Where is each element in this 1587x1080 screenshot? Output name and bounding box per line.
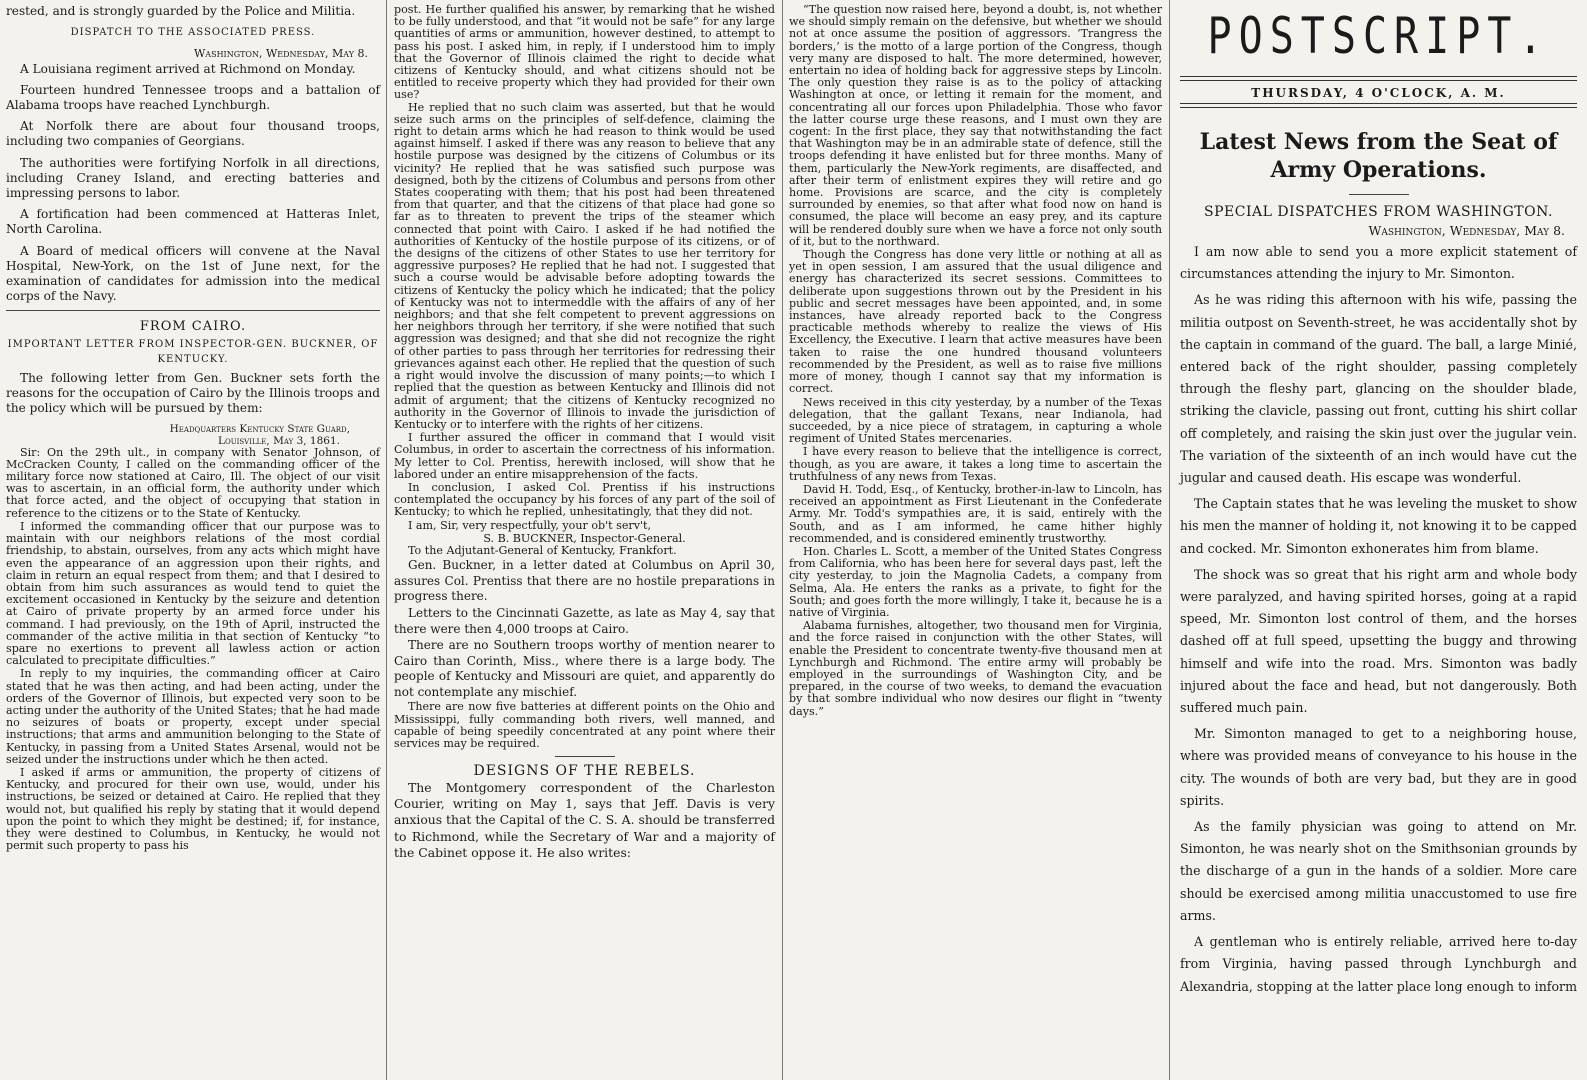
cairo-title: FROM CAIRO. xyxy=(139,319,247,335)
letter-para: I asked if arms or ammunition, the property of citizens of Kentucky, and procured for their own use, would, under his instructions, be seized or detained at Cairo. He replied that they would not, but qualified his reply by stating that it would depend upon the point to which they might be destined; if, for instance, they were destined to Columbus, in Kentucky, he would not permit such property to pass his xyxy=(6,765,380,853)
letter-para: I informed the commanding officer that our purpose was to maintain with our neighbors relations of the most cordial friendship, to abstain, ourselves, from any acts which might have even the appearance of an aggression upon their rights, and claim in return an equal respect from them; and that I desired to obtain from him such assurances as would tend to quiet the excitement occasioned in Kentucky by the seizure and detention at Cairo of private property by an armed force under his command. I had previously, on the 19th of April, instructed the commander of the active militia in that section of Kentucky “to spare no exertions to prevent all lawless action or action calculated to precipitate difficulties.” xyxy=(6,519,380,668)
headline: Latest News from the Seat of Army Operations. xyxy=(1199,129,1558,183)
ap-para: A Louisiana regiment arrived at Richmond on Monday. xyxy=(20,61,356,76)
closing: I am, Sir, very respectfully, your ob't serv't, xyxy=(408,518,651,532)
courier-para: Hon. Charles L. Scott, a member of the United States Congress from California, who has been here for several days past, left the city yesterday, to join the Magnolia Cadets, a company from Selma, Ala. He enters the ranks as a private, to fight for the South; and goes forth the more willingly, I take it, because he is a native of Virginia. xyxy=(789,544,1162,619)
dispatch-para: As the family physician was going to attend on Mr. Simonton, he was nearly shot on the Smithsonian grounds by the discharge of a gun in the hands of a soldier. More care should be exercised among militia unaccustomed to use fire arms. xyxy=(1180,819,1577,923)
ap-para: A fortification had been commenced at Hatteras Inlet, North Carolina. xyxy=(6,207,380,237)
letter-cont-para: post. He further qualified his answer, by remarking that he wished to be fully understood, and that “it would not be safe” for any large quantities of arms or ammunition, however destined, to attempt to pass his post. I asked him, in reply, if I understood him to imply that the Governor of Illinois claimed the right to decide what citizens of Kentucky should, and what citizens should not be entitled to receive property which they had provided for their own use? xyxy=(394,3,775,102)
news-para: Letters to the Cincinnati Gazette, as late as May 4, say that there were then 4,000 troops at Cairo. xyxy=(394,605,775,636)
edition-time: THURSDAY, 4 O'CLOCK, A. M. xyxy=(1251,86,1506,100)
dispatch-para: As he was riding this afternoon with his wife, passing the militia outpost on Seventh-street, he was accidentally shot by the captain in command of the guard. The ball, a large Minié, entered back of the right shoulder, passing completely through the fleshy part, glancing on the shoulder blade, striking the clavicle, passing out front, cutting his shirt collar off completely, and raising the skin just over the jugular vein. The variation of the sixteenth of an inch would have cut the jugular and caused death. His escape was wonderful. xyxy=(1180,292,1577,486)
ap-para: The authorities were fortifying Norfolk in all directions, including Craney Island, and erecting batteries and impressing persons to labor. xyxy=(6,155,380,201)
courier-para: I have every reason to believe that the intelligence is correct, though, as you are aware, it takes a long time to ascertain the truthfulness of any news from Texas. xyxy=(789,445,1162,483)
news-para: Gen. Buckner, in a letter dated at Columbus on April 30, assures Col. Prentiss that there are no hostile preparations in progress there. xyxy=(394,558,775,604)
dispatch-para: I am now able to send you a more explicit statement of circumstances attending the injury to Mr. Simonton. xyxy=(1180,244,1577,282)
column-rule xyxy=(386,0,387,1080)
dateline: Washington, Wednesday, May 8. xyxy=(1368,223,1565,238)
courier-para: David H. Todd, Esq., of Kentucky, brother-in-law to Lincoln, has received an appointment as First Lieutenant in the Confederate Army. Mr. Todd's sympathies are, it is said, entirely with the South, and as I am informed, he came hither highly recommended, and is considered eminently trustworthy. xyxy=(789,482,1162,545)
column-1 xyxy=(0,0,386,1080)
dispatch-para: Mr. Simonton managed to get to a neighboring house, where was provided means of conveyance to his house in the city. The wounds of both are very bad, but they are in good spirits. xyxy=(1180,726,1577,808)
letter-cont-para: In conclusion, I asked Col. Prentiss if his instructions contemplated the occupancy by his forces of any part of the soil of Kentucky; to which he replied, unhesitatingly, that they did not. xyxy=(394,480,775,519)
letter-para: Sir: On the 29th ult., in company with Senator Johnson, of McCracken County, I called on the commanding officer of the military force now stationed at Cairo, Ill. The object of our visit was to ascertain, in an official form, the authority under which that force acted, and the object of occupying that station in reference to the citizens or to the State of Kentucky. xyxy=(6,445,380,520)
courier-para: “The question now raised here, beyond a doubt, is, not whether we should simply remain on the defensive, but whether we should not at once assume the position of aggressors. ‘Trangress the borders,’ is the motto of a large portion of the Congress, though very many are disposed to halt. The more determined, however, entertain no idea of holding back for aggressive steps by Lincoln. The only question they raise is as to the policy of attacking Washington at once, or letting it remain for the moment, and concentrating all our forces upon Philadelphia. Those who favor the latter course urge these reasons, and I must own they are cogent: In the first place, they say that notwithstanding the fact that Washington may be in an admirable state of defence, still the troops defending it have enlisted but for three months. Many of them, particularly the New-York regiments, are disaffected, and after their term of enlistment expires they will retire and go home. Provisions are scarce, and the city is completely surrounded by enemies, so that after what food now on hand is consumed, the place will become an easy prey, and its capture will be rendered doubly sure when we have a force not only south of it, but to the northward. xyxy=(789,3,1162,248)
section-divider xyxy=(555,756,615,757)
courier-para: News received in this city yesterday, by a number of the Texas delegation, that the gallant Texans, near Indianola, had succeeded, by a nice piece of stratagem, in capturing a whole regiment of United States mercenaries. xyxy=(789,395,1162,446)
news-para: There are now five batteries at different points on the Ohio and Mississippi, fully commanding both rivers, well manned, and capable of being speedily concentrated at any point where their services may be required. xyxy=(394,700,775,751)
ap-para: At Norfolk there are about four thousand troops, including two companies of Georgians. xyxy=(6,119,380,149)
ap-para: Fourteen hundred Tennessee troops and a battalion of Alabama troops have reached Lynchburgh. xyxy=(6,82,380,113)
dispatch-para: A gentleman who is entirely reliable, arrived here to-day from Virginia, having passed through Lynchburgh and Alexandria, stopping at the latter place long enough to inform xyxy=(1180,934,1578,994)
letter-cont-para: I further assured the officer in command that I would visit Columbus, in order to ascertain the correctness of his information. My letter to Col. Prentiss, herewith inclosed, will show that he labored under an entire misapprehension of the facts. xyxy=(394,431,775,481)
ap-heading: DISPATCH TO THE ASSOCIATED PRESS. xyxy=(70,27,316,39)
masthead-rule xyxy=(1180,76,1577,81)
letter-head-1: Headquarters Kentucky State Guard, xyxy=(169,422,350,435)
ap-dateline: Washington, Wednesday, May 8. xyxy=(194,47,368,61)
courier-para: Alabama furnishes, altogether, two thousand men for Virginia, and the force raised in conjunction with the other States, will enable the President to concentrate twenty-five thousand men at Lynchburgh and Richmond. The entire army will probably be employed in the surroundings of Washington City, and be prepared, in the course of two weeks, to demand the evacuation by that sombre individual who now desires our flight in “twenty days.” xyxy=(789,619,1162,718)
ap-para: A Board of medical officers will convene at the Naval Hospital, New-York, on the 1st of June next, for the examination of candidates for admission into the medical corps of the Navy. xyxy=(6,243,380,304)
column-2 xyxy=(388,0,781,1080)
dispatch-para: The shock was so great that his right arm and whole body were paralyzed, and having spirited horses, going at a rapid speed, Mr. Simonton lost control of them, and the horses dashed off at full speed, upsetting the buggy and throwing himself and wife into the road. Mrs. Simonton was badly injured about the face and head, but not dangerously. Both suffered much pain. xyxy=(1180,566,1577,716)
column-4-postscript xyxy=(1170,0,1587,1080)
top-line: rested, and is strongly guarded by the Police and Militia. xyxy=(6,4,356,18)
masthead: POSTSCRIPT. xyxy=(1207,8,1550,66)
courier-para: Though the Congress has done very little or nothing at all as yet in open session, I am assured that the usual diligence and energy has characterized its secret sessions. Committees to deliberate upon suggestions thrown out by the President in his public and secret messages have been appointed, and, in some instances, have already reported back to the Congress practicable methods whereby to realize the views of His Excellency, the Executive. I learn that active measures have been taken to raise the one hundred thousand volunteers recommended by the President, as well as to raise five millions more of money, though I cannot say that my information is correct. xyxy=(789,248,1162,396)
letter-para: In reply to my inquiries, the commanding officer at Cairo stated that he was then acting, and had been acting, under the orders of the Governor of Illinois, but expected very soon to be acting under the authority of the United States; that he had made no seizures of boats or property, except under special instructions; that arms and ammunition belonging to the State of Kentucky, in passing from a United States Arsenal, would not be seized under the instructions under which he then acted. xyxy=(6,667,380,766)
rebels-title: DESIGNS OF THE REBELS. xyxy=(473,763,696,780)
cairo-intro: The following letter from Gen. Buckner sets forth the reasons for the occupation of Cairo by the Illinois troops and the policy which will be pursued by them: xyxy=(6,371,380,416)
column-3 xyxy=(783,0,1168,1080)
letter-head-2: Louisville, May 3, 1861. xyxy=(218,434,340,447)
headline-rule xyxy=(1349,194,1409,195)
news-para: There are no Southern troops worthy of mention nearer to Cairo than Corinth, Miss., where there is a large body. The people of Kentucky and Missouri are quiet, and apparently do not contemplate any mischief. xyxy=(394,638,775,699)
dispatch-para: The Captain states that he was leveling the musket to show his men the manner of holding it, not knowing it to be capped and cocked. Mr. Simonton exhonerates him from blame. xyxy=(1180,496,1577,556)
subhead: SPECIAL DISPATCHES FROM WASHINGTON. xyxy=(1204,204,1553,220)
time-rule xyxy=(1180,103,1577,108)
rebels-para: The Montgomery correspondent of the Charleston Courier, writing on May 1, says that Jeff. Davis is very anxious that the Capital of the C. S. A. should be transferred to Richmond, while the Secretary of War and a majority of the Cabinet oppose it. He also writes: xyxy=(394,779,775,861)
section-divider xyxy=(6,310,380,311)
letter-cont-para: He replied that no such claim was asserted, but that he would seize such arms on the principles of self-defence, claiming the right to detain arms which he had reason to think would be used against himself. I asked if there was any reason to believe that any hostile purpose was designed by the citizens of Columbus or its vicinity? He replied that he was satisfied such purpose was designed, both by the citizens of Columbus and persons from other States cooperating with them; that his post had been threatened from that quarter, and that the citizens of that place had gone so far as to threaten to prevent the trips of the steamer which connected that point with Cairo. I asked if he had notified the authorities of Kentucky of the hostile purpose of its citizens, or of the designs of the citizens of other States to use her territory for aggressive purposes? He replied that he had not. I suggested that such a course would be advisable before adopting towards the citizens of Kentucky the policy which he indicated; that the policy of Kentucky was not to intermeddle with the affairs of any of her neighbors; and that she felt competent to prevent aggressions on her neighbors through her territory, if she were notified that such aggression was designed; and that she did not recognize the right of other parties to pass through her territories for redressing their grievances against each other. He replied that the question of such a right would involve the discussion of many points;—to which I replied that the question as between Kentucky and Illinois did not admit of argument; that the citizens of Kentucky recognized no authority in the Governor of Illinois to invade the jurisdiction of Kentucky or to interfere with the rights of her citizens. xyxy=(394,100,775,431)
cairo-subhead: IMPORTANT LETTER FROM INSPECTOR-GEN. BUCKNER, OF KENTUCKY. xyxy=(7,338,379,365)
addressee: To the Adjutant-General of Kentucky, Frankfort. xyxy=(408,543,677,557)
signature: S. B. BUCKNER, Inspector-General. xyxy=(483,531,686,545)
